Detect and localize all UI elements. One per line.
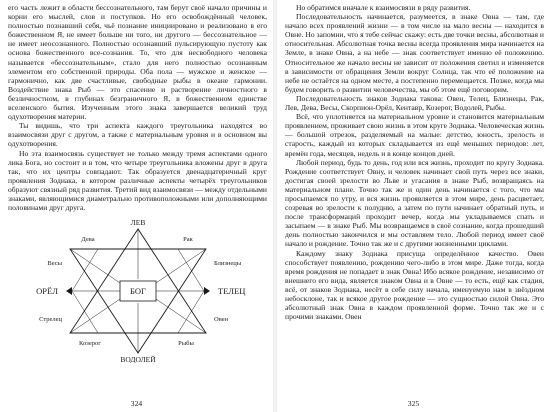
label-leo: ЛЕВ	[130, 218, 146, 228]
label-gemini: Близнецы	[214, 260, 242, 268]
paragraph: Всё, что уплотняется на материальном уровне и становится материальным проявлением, проживает свою жизнь в этом круге Зодиака. Человеческая жизнь — большой отрезок, разделяемый на малые: детство, юность, зрелость и старость, каждый из которых складывается из ещё меньших периодов: лет, времён года, месяцев, недель и в конце концов дней.	[285, 112, 544, 158]
zodiac-star-svg	[8, 215, 269, 363]
label-aquarius: ВОДОЛЕЙ	[120, 355, 156, 364]
paragraph: Любой период, будь то день, год или вся жизнь, проходит по кругу Зодиака. Рождение соответствует Овну, и человек начинает свой путь через все знаки, достигая своей зрелости во Льве и угасания в знаке Рыб, возвращаясь на материальном плане. Точно так же и один день начинается с того, что мы просыпаемся по утру, и вся жизнь проявляется в этом мире, день расцветает, созревая во зрелости к полудню, а затем по пути начинает обратный путь, и после трансформаций проходит вечер, когда мы укладываемся спать и засыпаем — в знаке Рыб. Мы возвращаемся в своё сознание, когда прошедший день полностью закончился и мы оставляем тело. Любой период имеет своё начало и рождение. Точно так же и с другими жизненными циклами.	[285, 157, 544, 249]
left-page	[0, 0, 273, 412]
label-pisces: Рыбы	[178, 340, 194, 348]
paragraph: Но обратимся вначале к взаимосвязи в ряду развития.	[296, 3, 471, 12]
label-eagle: ОРЁЛ	[36, 286, 58, 297]
label-virgo: Дева	[81, 236, 95, 244]
arrow-right	[204, 287, 210, 295]
label-bull: ТЕЛЕЦ	[218, 286, 246, 297]
label-aries: Овен	[214, 316, 229, 324]
page-number-left: 324	[130, 399, 143, 408]
label-capricorn: Козерог	[79, 340, 101, 348]
label-sagittarius: Стрелец	[39, 316, 62, 324]
page-number-right: 325	[407, 399, 420, 408]
paragraph: Каждому знаку Зодиака присуща определённое качество. Овен способствует появлению, рождению чего-либо в этом мире. Даже тогда, когда время рождения не попадает в знак Овна! Ибо всякое рождение, независимо от внешнего его вида, является знаком Овна и в Овне — то есть, ещё как стадия, всё, от знаков Зодиака, несёт в себе силу начала, именуемую нам в звёздном небосклоне, так и всякое другое рождение — это сущностью силой Овна. Это абсолютный знак Овна в каждом проявленной форме. Точно так же и с прочими знаками. Овен	[285, 248, 544, 322]
zodiac-star-diagram	[8, 215, 269, 363]
paragraph: Ты видишь, что три аспекта каждого треугольника находятся во взаимосвязи друг с другом, а также с материальным уровня и в основном вы одухотворения.	[8, 121, 267, 149]
label-libra: Весы	[47, 260, 62, 268]
right-page	[277, 0, 550, 412]
paragraph: Последовательность начинается, разумеется, в знаке Овна — там, где начало всех проявлений жизни — в том числе на мало весны — находится в Овне. Но запомни, что я тебе сейчас скажу: есть две точки весны, абсолютная и относительная. Абсолютная точка весны всегда проявления мира начинается на Земле, в знаке Овна, а на небе — знак соответствует именно её положению. Относительное же начало весны не зависит от положения светил и изменяется в зависимости от обращения Земли вокруг Солнца, так что её положение на небе не остаётся на одном месте, а постепенно перемещается. Позже, когда мы будем говорить о развитии человечества, мы об этом ещё поговорим.	[285, 12, 544, 94]
arrow-left	[66, 287, 72, 295]
paragraph: его часть лежит в области бессознательного, там берут своё начало причины и корни его мыслей, слов и поступков. Но его освобождённый человек, полностью познавший себя, чьё познание инициировано и реализовано в его божественном Я, не имеет больше ни того, ни другого — бессознательное — не имеет неосознанного. Полностью осознавший пульсирующую пустоту как основа божественного все-сознания. То, что для несвободного человека называется «бессознательным», стало для него полностью осознанным элементом его собственной природы. Оба пола — мужское и женское — гармонично, как две счастливые, свободные рыбы в океане гармонии. Воздействие знака Рыб — это спасение и растворение личностного в безличностном, в глубинах безграничного Я, в божественном единстве вселенского бытия. Изученным этого знака завершается великий труд одухотворения материи.	[8, 3, 267, 122]
paragraph: Но эта взаимосвязь существует не только между тремя аспектами одного лика Бога, но состоит и в том, что четыре треугольника вложены друг в друга так, что их центры совпадают. Так образуется двенадцатеричный круг проявления Зодиака, в котором различные аспекты четырёх треугольников образуют связный ряд развития. Третий вид взаимосвязи — между отдельными знаками, являющимися диаметрально противоположными или дополняющими половинами друг друга.	[8, 148, 267, 213]
label-cancer: Рак	[183, 236, 193, 244]
paragraph: Последовательность знаков Зодиака такова: Овен, Телец, Близнецы, Рак, Лев, Дева, Весы, Скорпион-Орёл, Кентавр, Козерог, Водолей, Рыбы.	[285, 93, 544, 113]
label-god: БОГ	[130, 286, 146, 297]
